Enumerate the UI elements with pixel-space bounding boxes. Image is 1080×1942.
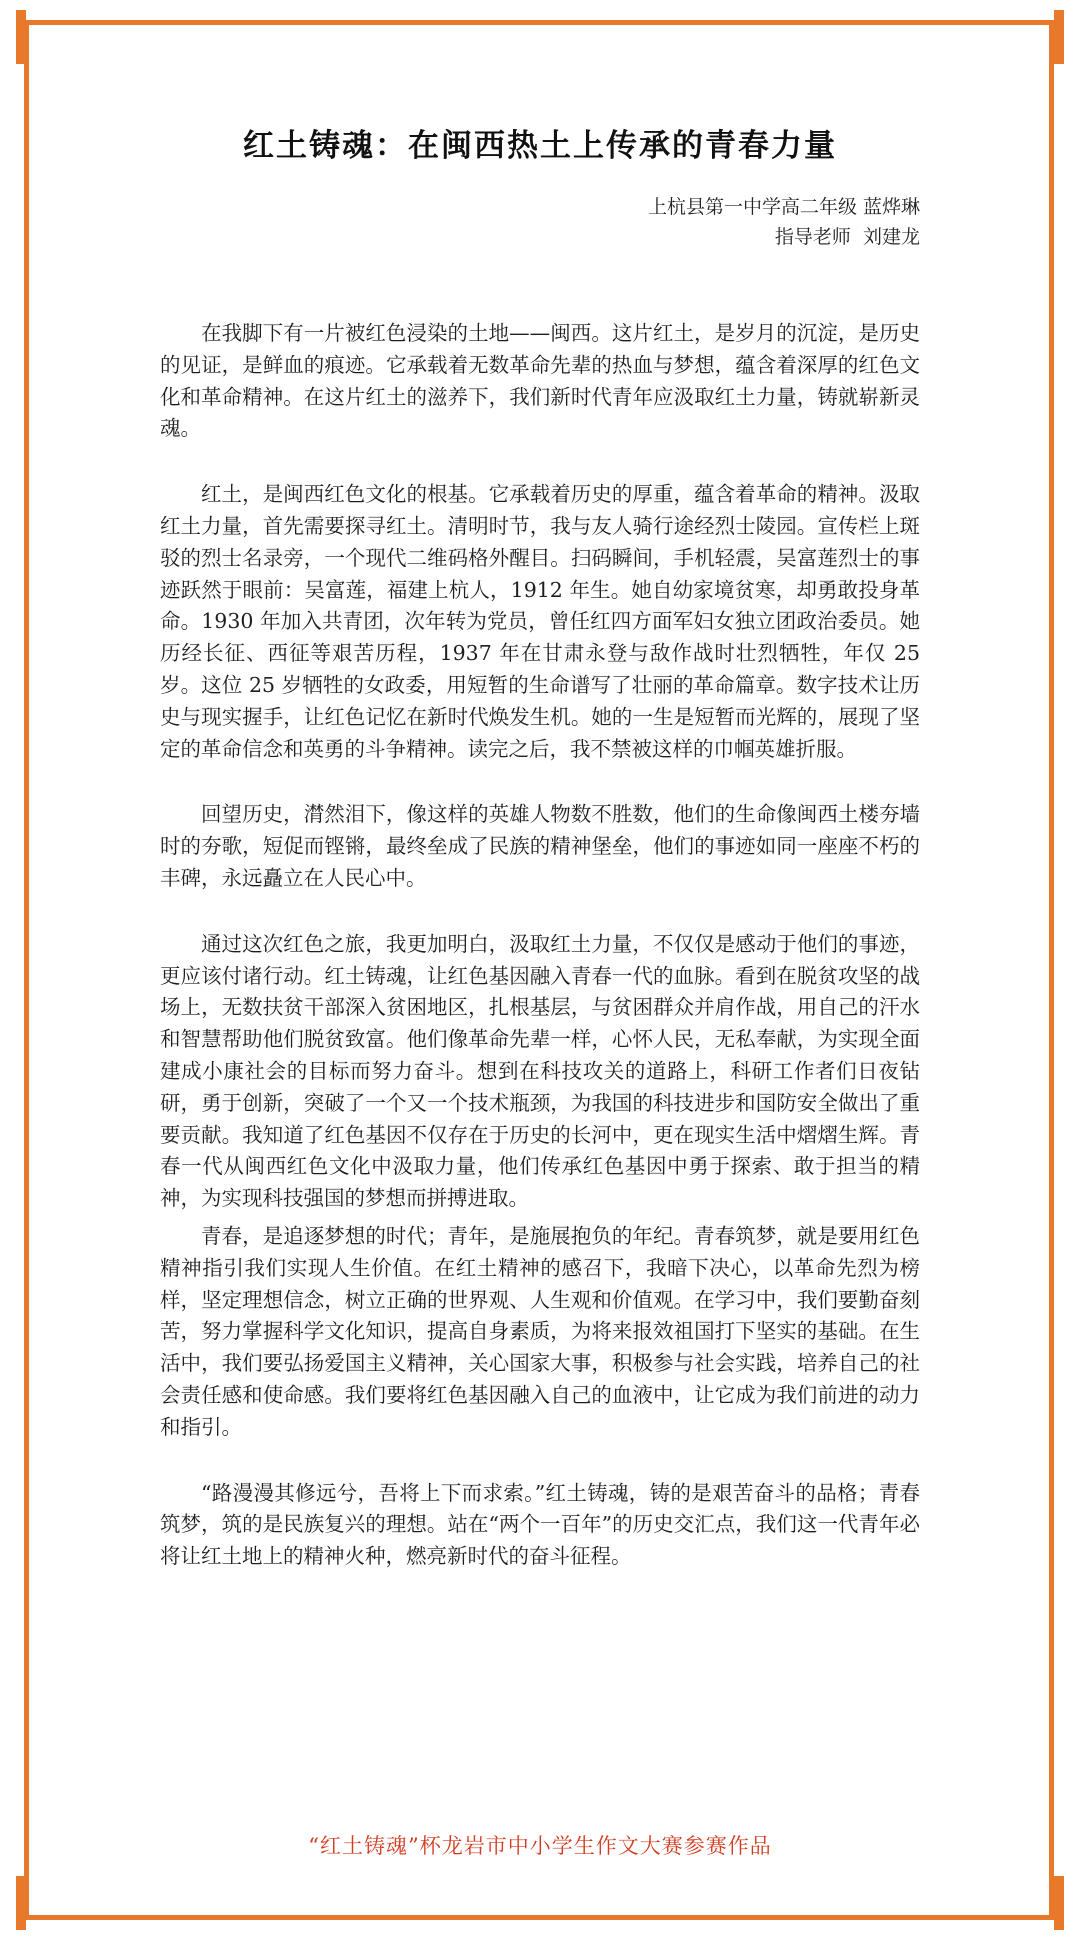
paragraph-6: “路漫漫其修远兮，吾将上下而求索。”红土铸魂，铸的是艰苦奋斗的品格；青春筑梦，筑的是民族复兴的理想。站在“两个一百年”的历史交汇点，我们这一代青年必将让红土地上的精神火种，燃亮新时代的奋斗征程。 — [160, 1480, 920, 1569]
border-corner-bottom-left — [16, 1876, 26, 1930]
paragraph-2: 红土，是闽西红色文化的根基。它承载着历史的厚重，蕴含着革命的精神。汲取红土力量，首先需要探寻红土。清明时节，我与友人骑行途经烈士陵园。宣传栏上斑驳的烈士名录旁，一个现代二维码格外醒目。扫码瞬间，手机轻震，吴富莲烈士的事迹跃然于眼前：吴富莲，福建上杭人，1912 年生。她自幼家境贫寒，却勇敢投身革命。1930 年加入共青团，次年转为党员，曾任红四方面军妇女独立团政治委员。她历经长征、西征等艰苦历程，1937 年在甘肃永登与敌作战时壮烈牺牲，年仅 25 岁。这位 25 岁牺牲的女政委，用短暂的生命谱写了壮丽的革命篇章。数字技术让历史与现实握手，让红色记忆在新时代焕发生机。她的一生是短暂而光辉的，展现了坚定的革命信念和英勇的斗争精神。读完之后，我不禁被这样的巾帼英雄折服。 — [160, 482, 920, 761]
paragraph-1: 在我脚下有一片被红色浸染的土地——闽西。这片红土，是岁月的沉淀，是历史的见证，是鲜血的痕迹。它承载着无数革命先辈的热血与梦想，蕴含着深厚的红色文化和革命精神。在这片红土的滋养下，我们新时代青年应汲取红土力量，铸就崭新灵魂。 — [160, 321, 920, 441]
paragraph-5: 青春，是追逐梦想的时代；青年，是施展抱负的年纪。青春筑梦，就是要用红色精神指引我们实现人生价值。在红土精神的感召下，我暗下决心，以革命先烈为榜样，坚定理想信念，树立正确的世界观、人生观和价值观。在学习中，我们要勤奋刻苦，努力掌握科学文化知识，提高自身素质，为将来报效祖国打下坚实的基础。在生活中，我们要弘扬爱国主义精神，关心国家大事，积极参与社会实践，培养自己的社会责任感和使命感。我们要将红色基因融入自己的血液中，让它成为我们前进的动力和指引。 — [160, 1223, 920, 1439]
teacher-line: 指导老师 刘建龙 — [774, 226, 920, 248]
paragraph-4: 通过这次红色之旅，我更加明白，汲取红土力量，不仅仅是感动于他们的事迹，更应该付诸行动。红土铸魂，让红色基因融入青春一代的血脉。看到在脱贫攻坚的战场上，无数扶贫干部深入贫困地区，扎根基层，与贫困群众并肩作战，用自己的汗水和智慧帮助他们脱贫致富。他们像革命先辈一样，心怀人民，无私奉献，为实现全面建成小康社会的目标而努力奋斗。想到在科技攻关的道路上，科研工作者们日夜钻研，勇于创新，突破了一个又一个技术瓶颈，为我国的科技进步和国防安全做出了重要贡献。我知道了红色基因不仅存在于历史的长河中，更在现实生活中熠熠生辉。青春一代从闽西红色文化中汲取力量，他们传承红色基因中勇于探索、敢于担当的精神，为实现科技强国的梦想而拼搏进取。 — [160, 931, 920, 1211]
border-corner-top-right — [1054, 10, 1064, 64]
author-line: 上杭县第一中学高二年级 蓝烨琳 — [647, 196, 920, 218]
border-corner-top-left — [16, 10, 26, 64]
border-corner-bottom-right — [1054, 1876, 1064, 1930]
article-title: 红土铸魂：在闽西热土上传承的青春力量 — [243, 128, 837, 164]
contest-footer-note: “红土铸魂”杯龙岩市中小学生作文大赛参赛作品 — [308, 1834, 772, 1858]
paragraph-3: 回望历史，潸然泪下，像这样的英雄人物数不胜数，他们的生命像闽西土楼夯墙时的夯歌，短促而铿锵，最终垒成了民族的精神堡垒，他们的事迹如同一座座不朽的丰碑，永远矗立在人民心中。 — [160, 802, 920, 890]
byline — [648, 192, 920, 252]
article-body — [160, 318, 920, 1573]
